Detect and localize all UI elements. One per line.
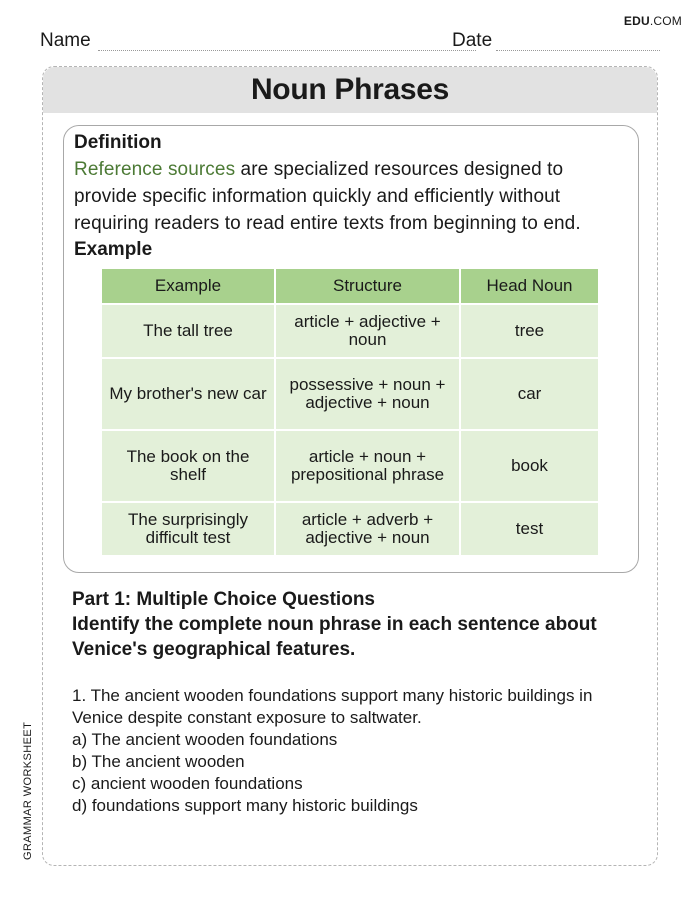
part-instruction: Identify the complete noun phrase in each sentence about Venice's geographical features. <box>72 614 597 660</box>
name-label: Name <box>40 30 91 51</box>
brand-suffix: .COM <box>649 14 682 28</box>
answer-option-c[interactable]: c) ancient wooden foundations <box>72 774 303 793</box>
table-cell: My brother's new car <box>102 359 274 429</box>
table-cell: possessive + noun + adjective + noun <box>276 359 459 429</box>
page-title: Noun Phrases <box>43 67 657 113</box>
definition-highlight: Reference sources <box>74 159 236 180</box>
example-table <box>100 267 600 557</box>
table-cell: test <box>461 503 598 555</box>
table-row <box>102 431 598 501</box>
name-date-row <box>40 30 660 54</box>
part-title: Part 1: Multiple Choice Questions <box>72 589 375 610</box>
name-line[interactable] <box>98 50 476 51</box>
table-cell: The surprisingly difficult test <box>102 503 274 555</box>
table-header-row <box>102 269 598 303</box>
table-cell: The book on the shelf <box>102 431 274 501</box>
definition-text <box>74 156 628 237</box>
answer-option-d[interactable]: d) foundations support many historic buildings <box>72 796 418 815</box>
column-header: Structure <box>276 269 459 303</box>
table-cell: book <box>461 431 598 501</box>
table-cell: article + adverb + adjective + noun <box>276 503 459 555</box>
answer-option-a[interactable]: a) The ancient wooden foundations <box>72 730 338 749</box>
column-header: Example <box>102 269 274 303</box>
date-line[interactable] <box>496 50 660 51</box>
part-heading <box>72 587 632 662</box>
example-heading: Example <box>74 239 153 260</box>
question-text: 1. The ancient wooden foundations support many historic buildings in Venice despite constant exposure to saltwater. <box>72 686 593 727</box>
table-cell: article + adjective + noun <box>276 305 459 357</box>
definition-body: are specialized resources designed to provide specific information quickly and efficiently without requiring readers to read entire texts from beginning to end. <box>74 159 581 234</box>
definition-heading: Definition <box>74 132 162 153</box>
brand-logo <box>624 14 682 28</box>
table-cell: The tall tree <box>102 305 274 357</box>
column-header: Head Noun <box>461 269 598 303</box>
side-label: GRAMMAR WORKSHEET <box>22 721 34 860</box>
brand-name: EDU <box>623 14 650 28</box>
table-row <box>102 305 598 357</box>
table-row <box>102 503 598 555</box>
definition-box <box>63 125 639 573</box>
table-row <box>102 359 598 429</box>
table-cell: car <box>461 359 598 429</box>
table-cell: article + noun + prepositional phrase <box>276 431 459 501</box>
date-label: Date <box>452 30 493 51</box>
question-1 <box>72 685 632 817</box>
table-cell: tree <box>461 305 598 357</box>
answer-option-b[interactable]: b) The ancient wooden <box>72 752 245 771</box>
worksheet <box>42 66 658 866</box>
